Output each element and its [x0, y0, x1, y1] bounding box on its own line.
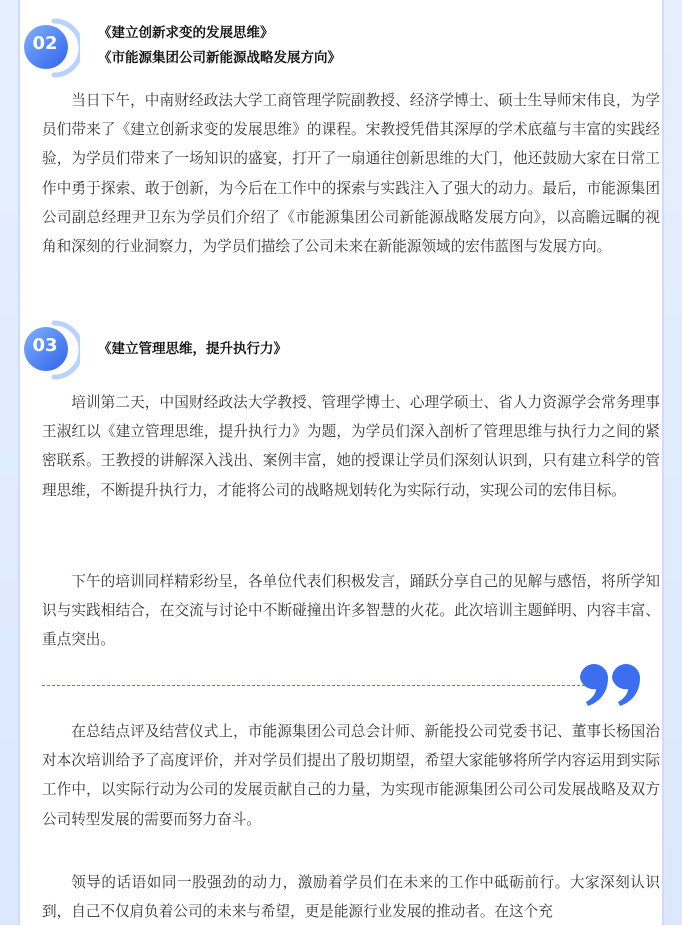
section-number-badge: [20, 320, 78, 378]
section-02-paragraph: 当日下午，中南财经政法大学工商管理学院副教授、经济学博士、硕士生导师宋伟良，为学员们带来了《建立创新求变的发展思维》的课程。宋教授凭借其深厚的学术底蕴与丰富的实践经验，为学员们带来了一场知识的盛宴，打开了一扇通往创新思维的大门，他还鼓励大家在日常工作中勇于探索、敢于创新，为今后在工作中的探索与实践注入了强大的动力。最后，市能源集团公司副总经理尹卫东为学员们介绍了《市能源集团公司新能源战略发展方向》，以高瞻远瞩的视角和深刻的行业洞察力，为学员们描绘了公司未来在新能源领域的宏伟蓝图与发展方向。: [42, 92, 660, 256]
section-title-line1: 《建立创新求变的发展思维》: [98, 25, 274, 41]
dashed-divider: [42, 685, 590, 686]
article-body: [20, 0, 662, 925]
closing-paragraph-1: 在总结点评及结营仪式上，市能源集团公司总会计师、新能投公司党委书记、董事长杨国治对本次培训给予了高度评价，并对学员们提出了殷切期望，希望大家能够将所学内容运用到实际工作中，以实际行动为公司的发展贡献自己的力量，为实现市能源集团公司公司发展战略及双方公司转型发展的需要而努力奋斗。: [42, 723, 660, 828]
section-number: 03: [32, 335, 58, 356]
section-03-paragraph-1: 培训第二天，中国财经政法大学教授、管理学博士、心理学硕士、省人力资源学会常务理事王淑红以《建立管理思维，提升执行力》为题，为学员们深入剖析了管理思维与执行力之间的紧密联系。王教授的讲解深入浅出、案例丰富，她的授课让学员们深刻认识到，只有建立科学的管理思维，不断提升执行力，才能将公司的战略规划转化为实际行动，实现公司的宏伟目标。: [42, 394, 660, 499]
section-title: 《建立管理思维，提升执行力》: [98, 341, 287, 357]
page-frame-right: [662, 0, 682, 925]
page-frame-left: [0, 0, 20, 925]
closing-quote-icon: [578, 662, 644, 706]
section-number-badge: [20, 18, 78, 76]
closing-paragraph-2: 领导的话语如同一股强劲的动力，激励着学员们在未来的工作中砥砺前行。大家深刻认识到，自己不仅肩负着公司的未来与希望，更是能源行业发展的推动者。在这个充: [42, 874, 660, 921]
section-03-paragraph-2: 下午的培训同样精彩纷呈，各单位代表们积极发言，踊跃分享自己的见解与感悟，将所学知识与实践相结合，在交流与讨论中不断碰撞出许多智慧的火花。此次培训主题鲜明、内容丰富、重点突出。: [42, 573, 660, 649]
section-number: 02: [32, 33, 58, 54]
section-title-line2: 《市能源集团公司新能源战略发展方向》: [98, 50, 341, 66]
